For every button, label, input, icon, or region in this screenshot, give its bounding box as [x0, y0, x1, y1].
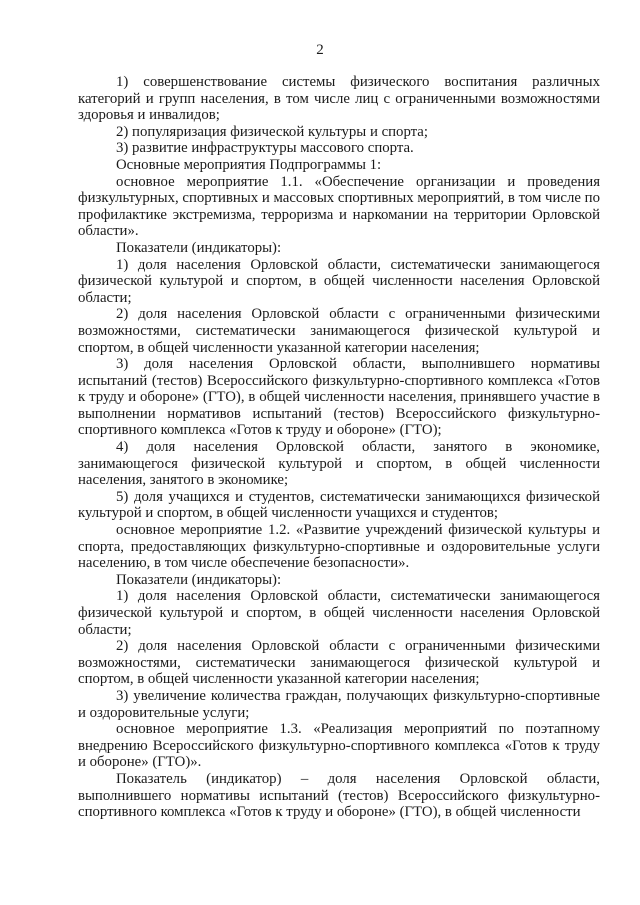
indicator-1-2-1: 1) доля населения Орловской области, систематически занимающегося физической культурой и спортом, в общей численности населения Орловской области;	[78, 588, 600, 638]
indicators-heading-2: Показатели (индикаторы):	[116, 571, 282, 588]
indicator-1-1-5: 5) доля учащихся и студентов, систематически занимающихся физической культурой и спортом, в общей численности учащихся и студентов;	[78, 488, 600, 522]
goal-paragraph-1: 1) совершенствование системы физического воспитания различных категорий и групп населения, в том числе лиц с ограниченными возможностями здоровья и инвалидов;	[78, 74, 600, 124]
activity-1-2: основное мероприятие 1.2. «Развитие учреждений физической культуры и спорта, предоставляющих физкультурно-спортивные и оздоровительные услуги населению, в том числе обеспечение безопасности».	[78, 522, 600, 572]
main-activities-heading: Основные мероприятия Подпрограммы 1:	[116, 156, 382, 173]
page-number: 2	[316, 42, 324, 58]
goal-paragraph-3: 3) развитие инфраструктуры массового спорта.	[116, 140, 414, 157]
activity-1-3: основное мероприятие 1.3. «Реализация мероприятий по поэтапному внедрению Всероссийского физкультурно-спортивного комплекса «Готов к труду и обороне» (ГТО)».	[78, 721, 600, 771]
document-body	[78, 74, 600, 821]
indicator-1-2-3: 3) увеличение количества граждан, получающих физкультурно-спортивные и оздоровительные услуги;	[78, 687, 600, 721]
indicators-heading-1: Показатели (индикаторы):	[116, 239, 282, 256]
indicator-1-1-2: 2) доля населения Орловской области с ограниченными физическими возможностями, систематически занимающегося физической культурой и спортом, в общей численности указанной категории населения;	[78, 306, 600, 356]
goal-paragraph-2: 2) популяризация физической культуры и спорта;	[116, 123, 428, 140]
indicator-1-1-4: 4) доля населения Орловской области, занятого в экономике, занимающегося физической культурой и спортом, в общей численности населения, занятого в экономике;	[78, 439, 600, 489]
indicator-1-2-2: 2) доля населения Орловской области с ограниченными физическими возможностями, систематически занимающегося физической культурой и спортом, в общей численности указанной категории населения;	[78, 638, 600, 688]
activity-1-1: основное мероприятие 1.1. «Обеспечение организации и проведения физкультурных, спортивных и массовых спортивных мероприятий, в том числе по профилактике экстремизма, терроризма и наркомании на территории Орловской области».	[78, 173, 600, 240]
indicator-1-1-3: 3) доля населения Орловской области, выполнившего нормативы испытаний (тестов) Всероссийского физкультурно-спортивного комплекса «Готов к труду и обороне» (ГТО), в общей численности населения, принявшего участие в выполнении нормативов испытаний (тестов) Всероссийского физкультурно-спортивного комплекса «Готов к труду и обороне» (ГТО);	[78, 356, 600, 439]
indicator-1-3: Показатель (индикатор) – доля населения Орловской области, выполнившего нормативы испытаний (тестов) Всероссийского физкультурно-спортивного комплекса «Готов к труду и обороне» (ГТО), в общей численности	[78, 770, 600, 821]
indicator-1-1-1: 1) доля населения Орловской области, систематически занимающегося физической культурой и спортом, в общей численности населения Орловской области;	[78, 256, 600, 306]
